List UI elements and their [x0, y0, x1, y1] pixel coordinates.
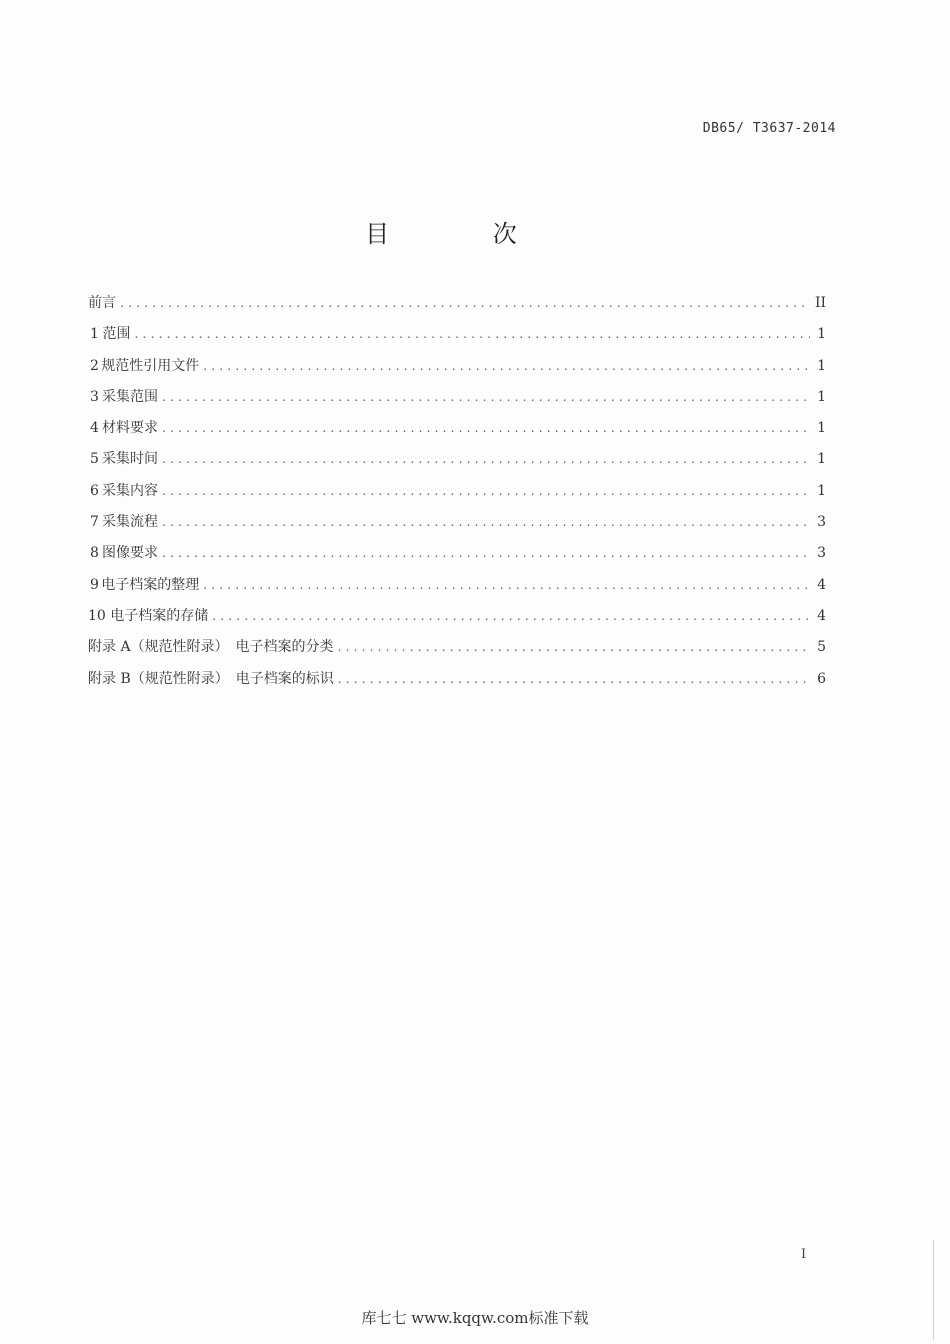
toc-entry-label: 采集内容 [102, 482, 159, 499]
toc-entry-10[interactable] [88, 605, 826, 636]
toc-entry-6[interactable] [88, 480, 826, 511]
toc-entry-3[interactable] [88, 386, 826, 417]
toc-dot-leader [162, 390, 810, 404]
toc-entry-page: 1 [817, 326, 826, 343]
toc-dot-leader [212, 609, 810, 623]
toc-entry-page: 1 [817, 451, 826, 468]
toc-entry-1[interactable] [88, 323, 826, 354]
toc-entry-page: 1 [817, 482, 826, 499]
toc-dot-leader [338, 640, 810, 654]
toc-entry-label: 范围 [102, 326, 131, 343]
toc-entry-number: 5 [90, 451, 99, 468]
toc-entry-page: 6 [817, 670, 826, 687]
toc-entry-4[interactable] [88, 417, 826, 448]
toc-entry-number: 7 [90, 514, 99, 531]
toc-dot-leader [162, 484, 810, 498]
toc-entry-number: 8 [90, 545, 99, 562]
toc-title: 目 次 [365, 220, 565, 248]
toc-entry-label: 采集流程 [102, 514, 159, 531]
toc-dot-leader [162, 546, 810, 560]
toc-dot-leader [203, 359, 810, 373]
toc-entry-label: 10 电子档案的存储 [88, 607, 209, 624]
toc-entry-number: 3 [90, 388, 99, 405]
scan-edge-line [933, 1240, 934, 1340]
toc-entry-9[interactable] [88, 574, 826, 605]
toc-entry-7[interactable] [88, 511, 826, 542]
toc-entry-label: 前言 [88, 295, 116, 311]
toc-entry-page: II [814, 295, 826, 311]
toc-entry-page: 1 [817, 357, 826, 374]
toc-entry-label: 电子档案的整理 [101, 576, 200, 593]
toc-entry-5[interactable] [88, 448, 826, 479]
toc-entry-label: 附录 A（规范性附录） 电子档案的分类 [88, 639, 334, 656]
toc-entry-2[interactable] [88, 355, 826, 386]
toc-entry-number: 2 [90, 357, 99, 374]
toc-dot-leader [135, 327, 810, 341]
toc-entry-number: 9 [90, 576, 99, 593]
toc-entry-8[interactable] [88, 542, 826, 573]
page-number: I [801, 1247, 807, 1262]
footer-watermark: 库七七 www.kqqw.com标准下载 [361, 1309, 589, 1327]
toc-entry-page: 3 [817, 545, 826, 562]
toc-entry-page: 5 [817, 639, 826, 656]
toc-dot-leader [120, 296, 810, 310]
toc-entry-page: 1 [817, 420, 826, 437]
toc-dot-leader [162, 452, 810, 466]
toc-dot-leader [338, 672, 810, 686]
toc-dot-leader [162, 421, 810, 435]
toc-entry-page: 4 [817, 607, 826, 624]
document-code: DB65/ T3637-2014 [702, 121, 836, 136]
toc-entry-page: 1 [817, 388, 826, 405]
toc-entry-label: 采集范围 [102, 388, 159, 405]
toc-entry-foreword[interactable] [88, 292, 826, 323]
toc-entry-appendix-a[interactable] [88, 636, 826, 667]
toc-dot-leader [162, 515, 810, 529]
toc-entry-label: 附录 B（规范性附录） 电子档案的标识 [88, 670, 334, 687]
toc-entry-number: 1 [90, 326, 99, 343]
toc-entry-number: 6 [90, 482, 99, 499]
toc-entry-label: 图像要求 [102, 545, 159, 562]
table-of-contents [88, 292, 826, 699]
toc-entry-label: 采集时间 [102, 451, 159, 468]
toc-entry-appendix-b[interactable] [88, 668, 826, 699]
toc-entry-label: 材料要求 [102, 420, 159, 437]
toc-entry-page: 4 [817, 576, 826, 593]
toc-entry-label: 规范性引用文件 [101, 357, 200, 374]
toc-entry-page: 3 [817, 514, 826, 531]
toc-dot-leader [203, 578, 810, 592]
toc-entry-number: 4 [90, 420, 99, 437]
